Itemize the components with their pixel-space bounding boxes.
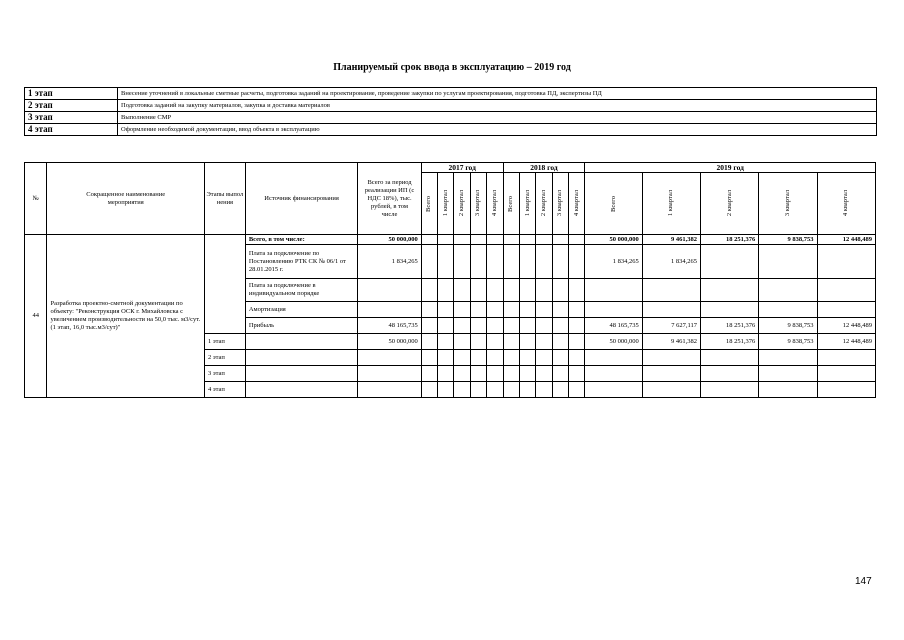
stage-label: 1 этап xyxy=(204,334,245,350)
source-label: Прибыль xyxy=(245,318,357,334)
y2019-q1 xyxy=(642,279,700,302)
page-number: 147 xyxy=(855,576,872,587)
y2019-q3: 9 838,753 xyxy=(759,334,817,350)
header-2018-total: Всего xyxy=(507,195,515,212)
financing-table xyxy=(24,162,876,398)
stage-desc: Внесение уточнений в локальные сметные расчеты, подготовка заданий на проектирование, проведение закупки по услугам проектирования, подготовка ПД, экспертизы ПД xyxy=(118,88,877,100)
header-2018-q2: 2 квартал xyxy=(539,190,547,217)
stage-label: 3 этап xyxy=(204,366,245,382)
stage-name: 1 этап xyxy=(25,88,118,100)
source-total: 1 834,265 xyxy=(358,245,421,279)
header-2019-total: Всего xyxy=(609,195,617,212)
y2019-q4: 12 448,489 xyxy=(817,334,875,350)
y2019-q3 xyxy=(759,245,817,279)
stage-row xyxy=(25,88,877,100)
y2019-q2: 18 251,376 xyxy=(700,334,758,350)
header-stages: Этапы выпол нения xyxy=(204,163,245,235)
y2019-q4: 12 448,489 xyxy=(817,235,875,245)
stage-desc: Подготовка заданий на закупку материалов, закупка и доставка материалов xyxy=(118,100,877,112)
y2019-q1 xyxy=(642,302,700,318)
header-2018-q1: 1 квартал xyxy=(523,190,531,217)
y2019-q1: 7 627,117 xyxy=(642,318,700,334)
stages-table xyxy=(24,87,877,136)
y2019-q3 xyxy=(759,302,817,318)
stage-row xyxy=(25,112,877,124)
y2019-q2 xyxy=(700,302,758,318)
header-num: № xyxy=(25,163,47,235)
source-label: Амортизация xyxy=(245,302,357,318)
stage-row xyxy=(25,124,877,136)
y2019-q4 xyxy=(817,245,875,279)
header-year-2019: 2019 год xyxy=(585,163,876,173)
stage-label: 2 этап xyxy=(204,350,245,366)
header-2019-q2: 2 квартал xyxy=(725,190,733,217)
header-2018-q3: 3 квартал xyxy=(556,190,564,217)
row-project-name: Разработка проектно-сметной документации по объекту: "Реконструкция ОСК г. Михайловска с увеличением производительности на 50,0 тыс. м3/сут. (1 этап, 16,0 тыс.м3/сут)" xyxy=(47,235,204,398)
source-label: Плата за подключение в индивидуальном порядке xyxy=(245,279,357,302)
header-2017-q3: 3 квартал xyxy=(474,190,482,217)
source-total: 50 000,000 xyxy=(358,235,421,245)
header-name: Сокращенное наименование мероприятия xyxy=(47,163,204,235)
header-2019-q4: 4 квартал xyxy=(842,190,850,217)
header-source: Источник финансирования xyxy=(245,163,357,235)
y2019-q3: 9 838,753 xyxy=(759,318,817,334)
y2019-q2: 18 251,376 xyxy=(700,318,758,334)
stage-desc: Оформление необходимой документации, ввод объекта в эксплуатацию xyxy=(118,124,877,136)
header-row-years xyxy=(25,163,876,173)
y2019-q2 xyxy=(700,245,758,279)
y2019-total: 50 000,000 xyxy=(585,235,642,245)
stage-name: 2 этап xyxy=(25,100,118,112)
stage-name: 4 этап xyxy=(25,124,118,136)
header-year-2018: 2018 год xyxy=(503,163,585,173)
source-total xyxy=(358,279,421,302)
header-2017-total: Всего xyxy=(425,195,433,212)
source-total: 48 165,735 xyxy=(358,318,421,334)
stage-desc: Выполнение СМР xyxy=(118,112,877,124)
y2019-q4 xyxy=(817,279,875,302)
header-total: Всего за период реализации ИП (с НДС 18%), тыс. рублей, в том числе xyxy=(358,163,421,235)
y2019-total: 48 165,735 xyxy=(585,318,642,334)
row-number: 44 xyxy=(25,235,47,398)
table-row xyxy=(25,235,876,245)
y2019-q3: 9 838,753 xyxy=(759,235,817,245)
y2019-total: 1 834,265 xyxy=(585,245,642,279)
stage-total: 50 000,000 xyxy=(358,334,421,350)
header-2019-q1: 1 квартал xyxy=(667,190,675,217)
y2019-total: 50 000,000 xyxy=(585,334,642,350)
stage-name: 3 этап xyxy=(25,112,118,124)
source-label: Плата за подключение по Постановлению РТК СК № 06/1 от 28.01.2015 г. xyxy=(245,245,357,279)
source-total xyxy=(358,302,421,318)
header-year-2017: 2017 год xyxy=(421,163,503,173)
y2019-total xyxy=(585,279,642,302)
header-2018-q4: 4 квартал xyxy=(572,190,580,217)
stage-label: 4 этап xyxy=(204,382,245,398)
source-label: Всего, в том числе: xyxy=(245,235,357,245)
y2019-q2: 18 251,376 xyxy=(700,235,758,245)
y2019-q3 xyxy=(759,279,817,302)
header-2019-q3: 3 квартал xyxy=(783,190,791,217)
y2019-q4: 12 448,489 xyxy=(817,318,875,334)
y2019-q1: 9 461,382 xyxy=(642,235,700,245)
y2019-q2 xyxy=(700,279,758,302)
header-2017-q2: 2 квартал xyxy=(458,190,466,217)
y2019-q1: 9 461,382 xyxy=(642,334,700,350)
header-2017-q1: 1 квартал xyxy=(441,190,449,217)
stage-row xyxy=(25,100,877,112)
y2019-total xyxy=(585,302,642,318)
page-title: Планируемый срок ввода в эксплуатацию – 2019 год xyxy=(333,62,571,73)
y2019-q4 xyxy=(817,302,875,318)
y2019-q1: 1 834,265 xyxy=(642,245,700,279)
header-2017-q4: 4 квартал xyxy=(490,190,498,217)
